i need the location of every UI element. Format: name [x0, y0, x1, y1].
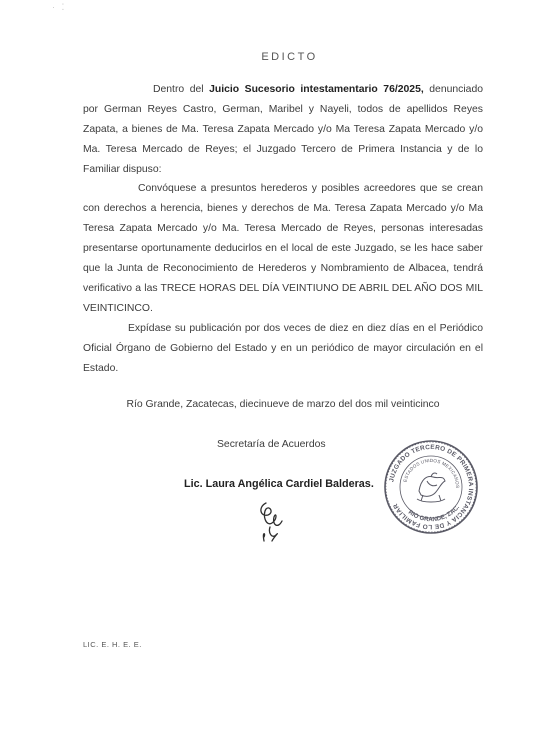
svg-text:ESTADOS UNIDOS MEXICANOS: [402, 458, 460, 488]
paragraph-publication: Expídase su publicación por dos veces de diez en diez días en el Periódico Oficial Órgano de Gobierno del Estado y en un periódico de mayor circulación en el Estado.: [83, 323, 483, 374]
seal-bottom-text: RIO GRANDE, ZAC.: [406, 504, 462, 524]
place-and-date: Río Grande, Zacatecas, diecinueve de marzo del dos mil veinticinco: [126, 399, 440, 410]
case-reference: Juicio Sucesorio intestamentario 76/2025,: [209, 84, 424, 95]
court-seal: [383, 439, 479, 535]
document-title: EDICTO: [261, 51, 318, 63]
handwritten-signature: [252, 497, 292, 545]
eagle-emblem-icon: [417, 473, 445, 502]
document-initials: LIC. E. H. E. E.: [83, 640, 142, 649]
paragraph-case-intro-after: denunciado por German Reyes Castro, German, Maribel y Nayeli, todos de apellidos Reyes Zapata, a bienes de Ma. Teresa Zapata Mercado y/o Ma Teresa Zapata Mercado y/o Ma. Teresa Mercado de Reyes; el Juzgado Tercero de Primera Instancia y de lo Familiar dispuso:: [83, 84, 484, 175]
seal-inner-text: ESTADOS UNIDOS MEXICANOS: [402, 457, 461, 489]
paragraph-case-intro: [83, 80, 483, 180]
paragraph-case-intro-before: Dentro del: [153, 84, 210, 95]
paragraph-convocation: Convóquese a presuntos herederos y posibles acreedores que se crean con derechos a herencia, bienes y derechos de Ma. Teresa Zapata Mercado y/o Ma Teresa Zapata Mercado y/o Ma. Teresa Mercado de Reyes, personas interesadas presentarse oportunamente deducirlos en el local de este Juzgado, se les hace saber que la Junta de Reconocimiento de Herederos y Nombramiento de Albacea, tendrá verificativo a las TRECE HORAS DEL DÍA VEINTIUNO DE ABRIL DEL AÑO DOS MIL VEINTICINCO.: [83, 183, 483, 314]
signer-name: Lic. Laura Angélica Cardiel Balderas.: [184, 478, 374, 490]
secretaria-label: Secretaría de Acuerdos: [217, 439, 326, 450]
seal-outer-text: JUZGADO TERCERO DE PRIMERA INSTANCIA Y DE LO FAMILIAR: [388, 443, 475, 531]
scan-marks: · ⁚: [52, 2, 67, 12]
